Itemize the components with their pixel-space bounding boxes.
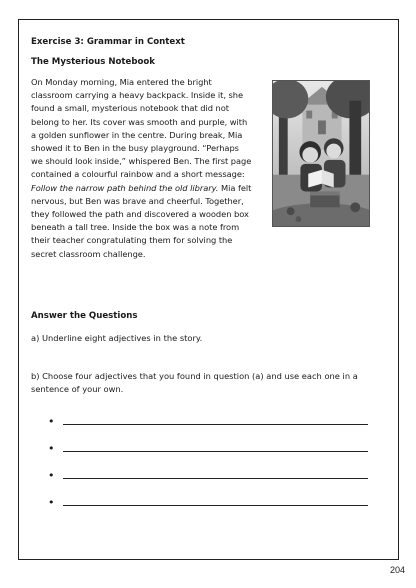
writing-line[interactable] [63,424,368,425]
writing-line[interactable] [63,451,368,452]
bullet-icon: • [48,469,55,482]
writing-line[interactable] [63,505,368,506]
answer-line-4[interactable] [48,496,368,526]
answer-lines [48,415,368,526]
question-b: b) Choose four adjectives that you found in question (a) and use each one in a sentence of your own. [31,371,358,394]
answer-line-1[interactable] [48,415,368,445]
story-text-part-1: On Monday morning, Mia entered the bright classroom carrying a heavy backpack. Inside it, she found a small, mysterious notebook that did not belong to her. Its cover was smooth and purple, with a golden sunflower in the centre. During break, Mia showed it to Ben in the busy playground. “Perhaps we should look inside,” whispered Ben. The first page contained a colourful rainbow and a short message: [31,77,252,180]
question-a: a) Underline eight adjectives in the story. [31,333,203,343]
story-illustration [272,80,370,227]
story-text-part-2: Mia felt nervous, but Ben was brave and cheerful. Together, they followed the path and discovered a wooden box beneath a tall tree. Inside the box was a note from their teacher congratulating them for solving the secret classroom challenge. [31,182,252,259]
story-paragraph [31,76,253,261]
answer-line-2[interactable] [48,442,368,472]
worksheet-content [31,36,371,276]
bullet-icon: • [48,415,55,428]
answer-section-title: Answer the Questions [31,311,138,321]
story-section [31,76,371,276]
answer-line-3[interactable] [48,469,368,499]
children-reading-illustration-icon [273,81,369,226]
page-number: 204 [389,565,405,575]
story-title: The Mysterious Notebook [31,57,156,67]
bullet-icon: • [48,496,55,509]
exercise-title: Exercise 3: Grammar in Context [31,37,185,47]
story-italic-message: Follow the narrow path behind the old library. [31,182,219,193]
writing-line[interactable] [63,478,368,479]
bullet-icon: • [48,442,55,455]
